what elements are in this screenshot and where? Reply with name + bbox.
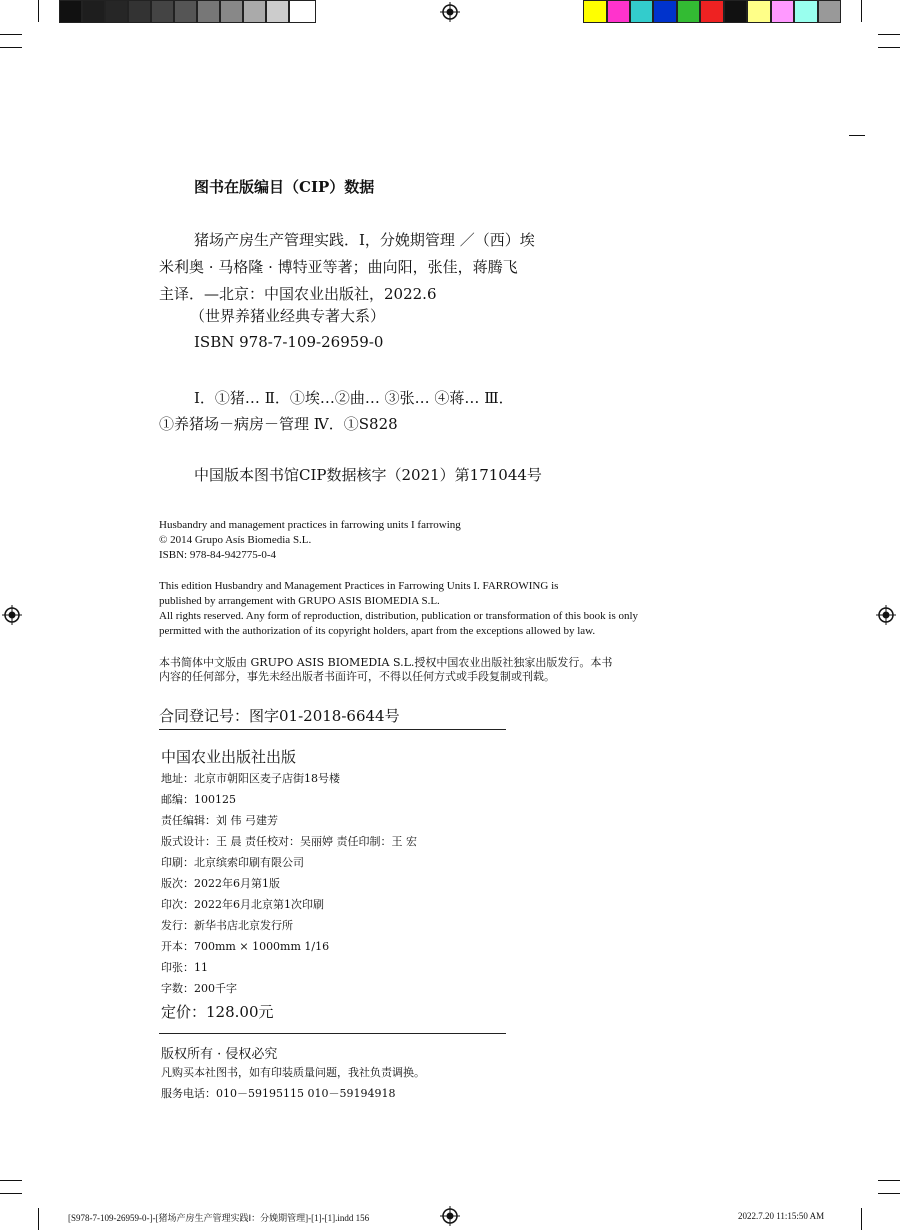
swatch bbox=[677, 0, 700, 23]
publisher-detail: 邮编：100125 bbox=[161, 793, 236, 806]
swatch bbox=[794, 0, 818, 23]
publisher-detail: 版式设计：王 晨 责任校对：吴丽婷 责任印制：王 宏 bbox=[161, 835, 417, 848]
publisher-detail: 开本：700mm × 1000mm 1/16 bbox=[161, 940, 330, 953]
publisher-name: 中国农业出版社出版 bbox=[161, 748, 297, 766]
crop-mark bbox=[861, 0, 862, 22]
footer-line: 凡购买本社图书，如有印装质量问题，我社负责调换。 bbox=[161, 1066, 425, 1079]
publisher-detail: 印次：2022年6月北京第1次印刷 bbox=[161, 898, 324, 911]
cip-title: 图书在版编目（CIP）数据 bbox=[194, 178, 375, 196]
cip-isbn: ISBN 978-7-109-26959-0 bbox=[194, 333, 384, 351]
swatch bbox=[747, 0, 771, 23]
rights-line: This edition Husbandry and Management Practices in Farrowing Units I. FARROWING is bbox=[159, 580, 559, 592]
swatch bbox=[818, 0, 841, 23]
cip-classification: ①养猪场－病房－管理 Ⅳ．①S828 bbox=[159, 415, 398, 433]
swatch bbox=[243, 0, 266, 23]
publisher-detail: 印张：11 bbox=[161, 961, 208, 974]
crop-mark bbox=[861, 1208, 862, 1230]
crop-mark bbox=[0, 1180, 22, 1181]
crop-mark bbox=[878, 1180, 900, 1181]
swatch bbox=[700, 0, 724, 23]
publisher-detail: 发行：新华书店北京发行所 bbox=[161, 919, 293, 932]
cip-line: 猪场产房生产管理实践．Ⅰ，分娩期管理 ／（西）埃 bbox=[194, 231, 535, 249]
publisher-detail: 责任编辑：刘 伟 弓建芳 bbox=[161, 814, 278, 827]
rights-line: published by arrangement with GRUPO ASIS BIOMEDIA S.L. bbox=[159, 595, 440, 607]
registration-mark-icon bbox=[876, 605, 896, 625]
crop-mark bbox=[0, 1193, 22, 1194]
publisher-detail: 版次：2022年6月第1版 bbox=[161, 877, 280, 890]
swatch bbox=[82, 0, 105, 23]
cip-classification: Ⅰ．①猪… Ⅱ．①埃…②曲… ③张… ④蒋… Ⅲ． bbox=[194, 389, 514, 407]
crop-mark bbox=[878, 1193, 900, 1194]
service-phone: 服务电话：010－59195115 010－59194918 bbox=[161, 1087, 396, 1100]
crop-mark bbox=[0, 47, 22, 48]
contract-number: 合同登记号：图字01-2018-6644号 bbox=[159, 707, 400, 725]
crop-mark bbox=[38, 1208, 39, 1230]
registration-mark-icon bbox=[440, 1206, 460, 1226]
cip-line: 主译．—北京：中国农业出版社，2022.6 bbox=[159, 285, 437, 303]
publisher-detail: 印刷：北京缤索印刷有限公司 bbox=[161, 856, 304, 869]
file-slug: [S978-7-109-26959-0-]-[猪场产房生产管理实践Ⅰ：分娩期管理]-[1]-[1].indd 156 bbox=[68, 1213, 370, 1223]
crop-mark bbox=[878, 47, 900, 48]
registration-mark-icon bbox=[440, 2, 460, 22]
swatch bbox=[59, 0, 82, 23]
swatch bbox=[151, 0, 174, 23]
swatch bbox=[583, 0, 607, 23]
cip-line: （世界养猪业经典专著大系） bbox=[190, 307, 386, 325]
swatch bbox=[128, 0, 151, 23]
copyright-title: 版权所有 · 侵权必究 bbox=[161, 1047, 278, 1062]
rights-line: All rights reserved. Any form of reproduction, distribution, publication or transformation of this book is only bbox=[159, 610, 639, 622]
swatch bbox=[771, 0, 794, 23]
swatch bbox=[289, 0, 316, 23]
crop-mark bbox=[849, 135, 865, 136]
divider bbox=[159, 1033, 506, 1034]
divider bbox=[159, 729, 506, 730]
swatch bbox=[266, 0, 289, 23]
price: 定价：128.00元 bbox=[161, 1003, 274, 1021]
cip-number: 中国版本图书馆CIP数据核字（2021）第171044号 bbox=[194, 466, 542, 484]
swatch bbox=[630, 0, 653, 23]
chinese-rights-line: 内容的任何部分，事先未经出版者书面许可，不得以任何方式或手段复制或刊载。 bbox=[159, 670, 555, 683]
swatch bbox=[653, 0, 677, 23]
swatch bbox=[197, 0, 220, 23]
publisher-detail: 字数：200千字 bbox=[161, 982, 237, 995]
cip-line: 米利奥 · 马格隆 · 博特亚等著；曲向阳，张佳，蒋腾飞 bbox=[159, 258, 518, 276]
original-isbn: ISBN: 978-84-942775-0-4 bbox=[159, 549, 277, 561]
swatch bbox=[220, 0, 243, 23]
publisher-detail: 地址：北京市朝阳区麦子店街18号楼 bbox=[161, 772, 340, 785]
swatch bbox=[607, 0, 630, 23]
crop-mark bbox=[38, 0, 39, 22]
process-color-bar bbox=[583, 0, 841, 23]
crop-mark bbox=[0, 34, 22, 35]
crop-mark bbox=[878, 34, 900, 35]
swatch bbox=[105, 0, 128, 23]
swatch bbox=[174, 0, 197, 23]
original-copyright: © 2014 Grupo Asís Biomedia S.L. bbox=[159, 534, 312, 546]
chinese-rights-line: 本书简体中文版由 GRUPO ASIS BIOMEDIA S.L.授权中国农业出版社独家出版发行。本书 bbox=[159, 656, 613, 669]
registration-mark-icon bbox=[2, 605, 22, 625]
grayscale-color-bar bbox=[59, 0, 317, 23]
swatch bbox=[724, 0, 747, 23]
timestamp-slug: 2022.7.20 11:15:50 AM bbox=[738, 1211, 825, 1221]
original-title: Husbandry and management practices in farrowing units I farrowing bbox=[159, 519, 461, 531]
rights-line: permitted with the authorization of its copyright holders, apart from the exceptions allowed by law. bbox=[159, 625, 596, 637]
